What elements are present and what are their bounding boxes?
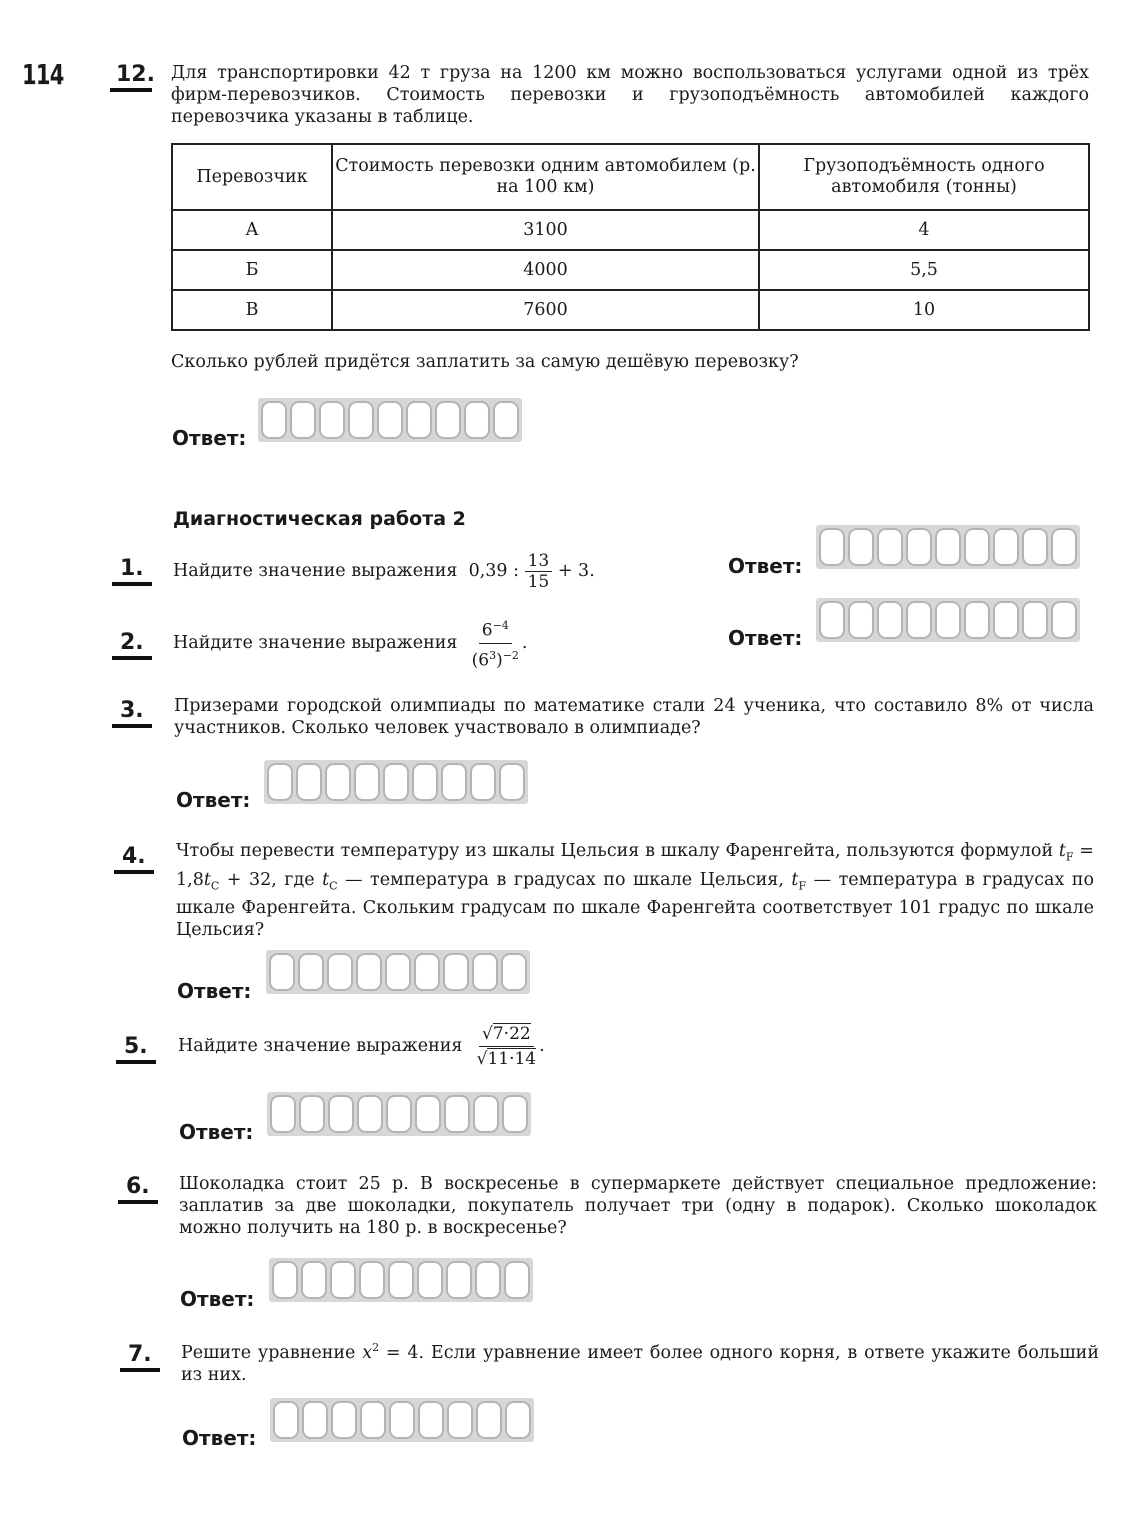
formula-part: + 32, где (219, 869, 323, 890)
answer-cell[interactable] (1051, 601, 1077, 639)
answer-boxes-3[interactable] (264, 760, 528, 804)
answer-cell[interactable] (906, 601, 932, 639)
answer-cell[interactable] (441, 763, 467, 801)
answer-label: Ответ: (728, 626, 803, 650)
task-2-fraction (469, 614, 522, 672)
answer-boxes-5[interactable] (267, 1092, 531, 1136)
answer-cell[interactable] (415, 1095, 441, 1133)
answer-cell[interactable] (414, 953, 440, 991)
answer-cell[interactable] (319, 401, 345, 439)
answer-cell[interactable] (386, 1095, 412, 1133)
answer-cell[interactable] (270, 1095, 296, 1133)
answer-cell[interactable] (504, 1261, 530, 1299)
answer-boxes-2[interactable] (816, 598, 1080, 642)
answer-boxes-1[interactable] (816, 525, 1080, 569)
answer-cell[interactable] (417, 1261, 443, 1299)
answer-cell[interactable] (327, 953, 353, 991)
table-cell: 10 (759, 290, 1089, 330)
table-row (172, 250, 1089, 290)
answer-cell[interactable] (290, 401, 316, 439)
task-7-text-part: = 4. Если уравнение имеет более одного корня, в ответе укажите больший из них. (181, 1342, 1099, 1385)
formula-var: t (322, 869, 330, 890)
answer-cell[interactable] (377, 401, 403, 439)
answer-cell[interactable] (502, 1095, 528, 1133)
answer-cell[interactable] (267, 763, 293, 801)
formula-var: t (1058, 841, 1066, 861)
answer-cell[interactable] (354, 763, 380, 801)
answer-cell[interactable] (269, 953, 295, 991)
answer-cell[interactable] (476, 1401, 502, 1439)
frac-denominator: $(6^3)^{-2}$ (471, 648, 519, 671)
task-7-text (181, 1337, 1099, 1386)
answer-cell[interactable] (299, 1095, 325, 1133)
answer-label: Ответ: (172, 426, 247, 450)
task-12-question: Сколько рублей придётся заплатить за самую дешёвую перевозку? (171, 352, 799, 372)
table-header-carrier: Перевозчик (172, 144, 332, 210)
table-cell: А (172, 210, 332, 250)
task-5-text: Найдите значение выражения $\frac{√7\cdot 22}{√11\cdot 14}$ . (178, 1023, 545, 1069)
answer-cell[interactable] (357, 1095, 383, 1133)
answer-cell[interactable] (499, 763, 525, 801)
task-4-number: 4. (122, 844, 146, 869)
equation-exp: 2 (372, 1341, 380, 1354)
formula-sub: F (798, 879, 807, 892)
answer-boxes-6[interactable] (269, 1258, 533, 1302)
formula-var: t (203, 869, 211, 890)
task-7-text-part: Решите уравнение (181, 1342, 363, 1363)
task-1-expr-post: + 3. (557, 561, 595, 581)
section-title: Диагностическая работа 2 (173, 508, 466, 530)
answer-cell[interactable] (418, 1401, 444, 1439)
answer-cell[interactable] (412, 763, 438, 801)
answer-cell[interactable] (493, 401, 519, 439)
carrier-table (171, 143, 1090, 331)
den-base: 6 (478, 650, 490, 671)
answer-cell[interactable] (302, 1401, 328, 1439)
answer-boxes-4[interactable] (266, 950, 530, 994)
answer-cell[interactable] (475, 1261, 501, 1299)
formula-sub: F (1065, 850, 1074, 864)
answer-cell[interactable] (964, 528, 990, 566)
table-cell: 4000 (332, 250, 759, 290)
table-cell: 4 (759, 210, 1089, 250)
sqrt-denominator: 11·14 (487, 1048, 537, 1069)
answer-cell[interactable] (383, 763, 409, 801)
answer-label: Ответ: (180, 1287, 255, 1311)
task-1-prompt: Найдите значение выражения (173, 561, 458, 581)
answer-cell[interactable] (385, 953, 411, 991)
task-4-underline (114, 870, 154, 874)
answer-cell[interactable] (359, 1261, 385, 1299)
answer-cell[interactable] (296, 763, 322, 801)
answer-boxes-12[interactable] (258, 398, 522, 442)
answer-cell[interactable] (356, 953, 382, 991)
task-1-underline (112, 582, 152, 586)
frac-denominator: √11·14 (476, 1048, 537, 1069)
answer-cell[interactable] (298, 953, 324, 991)
equation-var: x (362, 1342, 373, 1363)
answer-cell[interactable] (848, 528, 874, 566)
task-2-number: 2. (120, 630, 144, 655)
num-exp: −4 (492, 618, 509, 632)
table-row (172, 290, 1089, 330)
answer-cell[interactable] (388, 1261, 414, 1299)
task-1-text (173, 548, 595, 594)
num-base: 6 (481, 620, 493, 641)
answer-cell[interactable] (328, 1095, 354, 1133)
task-2-underline (112, 656, 152, 660)
task-4-text-part: Чтобы перевести температуру из шкалы Цельсия в шкалу Фаренгейта, пользуются формулой (176, 841, 1054, 861)
task-12-number: 12. (116, 62, 155, 87)
task-6-underline (118, 1200, 158, 1204)
answer-cell[interactable] (906, 528, 932, 566)
task-3-underline (112, 724, 152, 728)
answer-cell[interactable] (848, 601, 874, 639)
table-cell: 3100 (332, 210, 759, 250)
task-2-text: Найдите значение выражения $\frac{6^{-4}}{(6^3)^{-2}}$ . (173, 614, 528, 672)
task-7-underline (120, 1368, 160, 1372)
answer-label: Ответ: (177, 979, 252, 1003)
task-3-number: 3. (120, 698, 144, 723)
task-4-text-part: — температура в градусах по шкале Фаренгейта. Скольким градусам по шкале Фаренгейта соответствует 101 градус по шкале Цельсия? (176, 869, 1095, 940)
task-12-text: Для транспортировки 42 т груза на 1200 км можно воспользоваться услугами одной из трёх фирм-перевозчиков. Стоимость перевозки и грузоподъёмность автомобилей каждого перевозчика указаны в таблице. (171, 63, 1089, 127)
table-header-cost: Стоимость перевозки одним автомобилем (р. на 100 км) (332, 144, 759, 210)
answer-cell[interactable] (935, 601, 961, 639)
frac-numerator: 13 (525, 551, 553, 572)
frac-numerator (479, 614, 512, 644)
answer-label: Ответ: (179, 1120, 254, 1144)
den-exp: −2 (502, 648, 519, 662)
answer-label: Ответ: (176, 788, 251, 812)
answer-cell[interactable] (1022, 601, 1048, 639)
answer-cell[interactable] (993, 601, 1019, 639)
answer-cell[interactable] (819, 528, 845, 566)
sqrt-numerator: 7·22 (492, 1023, 531, 1044)
task-4-text-part: — температура в градусах по шкале Цельсия, (337, 869, 792, 890)
answer-cell[interactable] (1051, 528, 1077, 566)
table-row (172, 210, 1089, 250)
answer-cell[interactable] (935, 528, 961, 566)
answer-cell[interactable] (406, 401, 432, 439)
answer-cell[interactable] (443, 953, 469, 991)
table-cell: 5,5 (759, 250, 1089, 290)
answer-label: Ответ: (728, 554, 803, 578)
page-number: 114 (22, 58, 64, 91)
task-6-text: Шоколадка стоит 25 р. В воскресенье в супермаркете действует специальное предложение: заплатив за две шоколадки, покупатель получает три (одну в подарок). Сколько шоколадок можно получить на 180 р. в воскресенье? (179, 1174, 1097, 1238)
answer-cell[interactable] (272, 1261, 298, 1299)
answer-cell[interactable] (348, 401, 374, 439)
table-cell: Б (172, 250, 332, 290)
answer-boxes-7[interactable] (270, 1398, 534, 1442)
answer-cell[interactable] (325, 763, 351, 801)
table-cell: В (172, 290, 332, 330)
answer-cell[interactable] (819, 601, 845, 639)
answer-cell[interactable] (261, 401, 287, 439)
task-2-prompt: Найдите значение выражения (173, 633, 458, 653)
table-cell: 7600 (332, 290, 759, 330)
answer-cell[interactable] (273, 1401, 299, 1439)
answer-cell[interactable] (877, 528, 903, 566)
task-1-expr-pre: 0,39 : (468, 561, 520, 581)
task-5-prompt: Найдите значение выражения (178, 1036, 463, 1056)
answer-cell[interactable] (472, 953, 498, 991)
answer-cell[interactable] (435, 401, 461, 439)
answer-cell[interactable] (389, 1401, 415, 1439)
task-5-underline (116, 1060, 156, 1064)
answer-cell[interactable] (473, 1095, 499, 1133)
answer-cell[interactable] (330, 1261, 356, 1299)
answer-cell[interactable] (993, 528, 1019, 566)
answer-cell[interactable] (470, 763, 496, 801)
task-5-fraction (474, 1022, 540, 1071)
answer-cell[interactable] (505, 1401, 531, 1439)
answer-cell[interactable] (446, 1261, 472, 1299)
task-3-text: Призерами городской олимпиады по математике стали 24 ученика, что составило 8% от числа участников. Сколько человек участвовало в олимпиаде? (174, 696, 1094, 738)
answer-cell[interactable] (301, 1261, 327, 1299)
formula-sub: C (329, 879, 338, 892)
formula-sub: C (210, 879, 220, 892)
den-inner-exp: 3 (489, 648, 497, 662)
table-header-capacity: Грузоподъёмность одного автомобиля (тонны) (759, 144, 1089, 210)
answer-cell[interactable] (964, 601, 990, 639)
answer-cell[interactable] (1022, 528, 1048, 566)
answer-cell[interactable] (877, 601, 903, 639)
answer-cell[interactable] (444, 1095, 470, 1133)
frac-denominator: 15 (527, 571, 550, 592)
formula-part: = 1,8 (176, 841, 1094, 890)
task-12-underline (110, 88, 152, 92)
formula-var: t (791, 869, 799, 890)
task-4-text (176, 840, 1094, 941)
task-5-number: 5. (124, 1034, 148, 1059)
answer-cell[interactable] (464, 401, 490, 439)
task-7-number: 7. (128, 1342, 152, 1367)
answer-label: Ответ: (182, 1426, 257, 1450)
answer-cell[interactable] (331, 1401, 357, 1439)
answer-cell[interactable] (447, 1401, 473, 1439)
answer-cell[interactable] (360, 1401, 386, 1439)
answer-cell[interactable] (501, 953, 527, 991)
task-6-number: 6. (126, 1174, 150, 1199)
task-1-number: 1. (120, 556, 144, 581)
task-1-fraction (525, 551, 553, 592)
frac-numerator: √7·22 (479, 1022, 534, 1047)
